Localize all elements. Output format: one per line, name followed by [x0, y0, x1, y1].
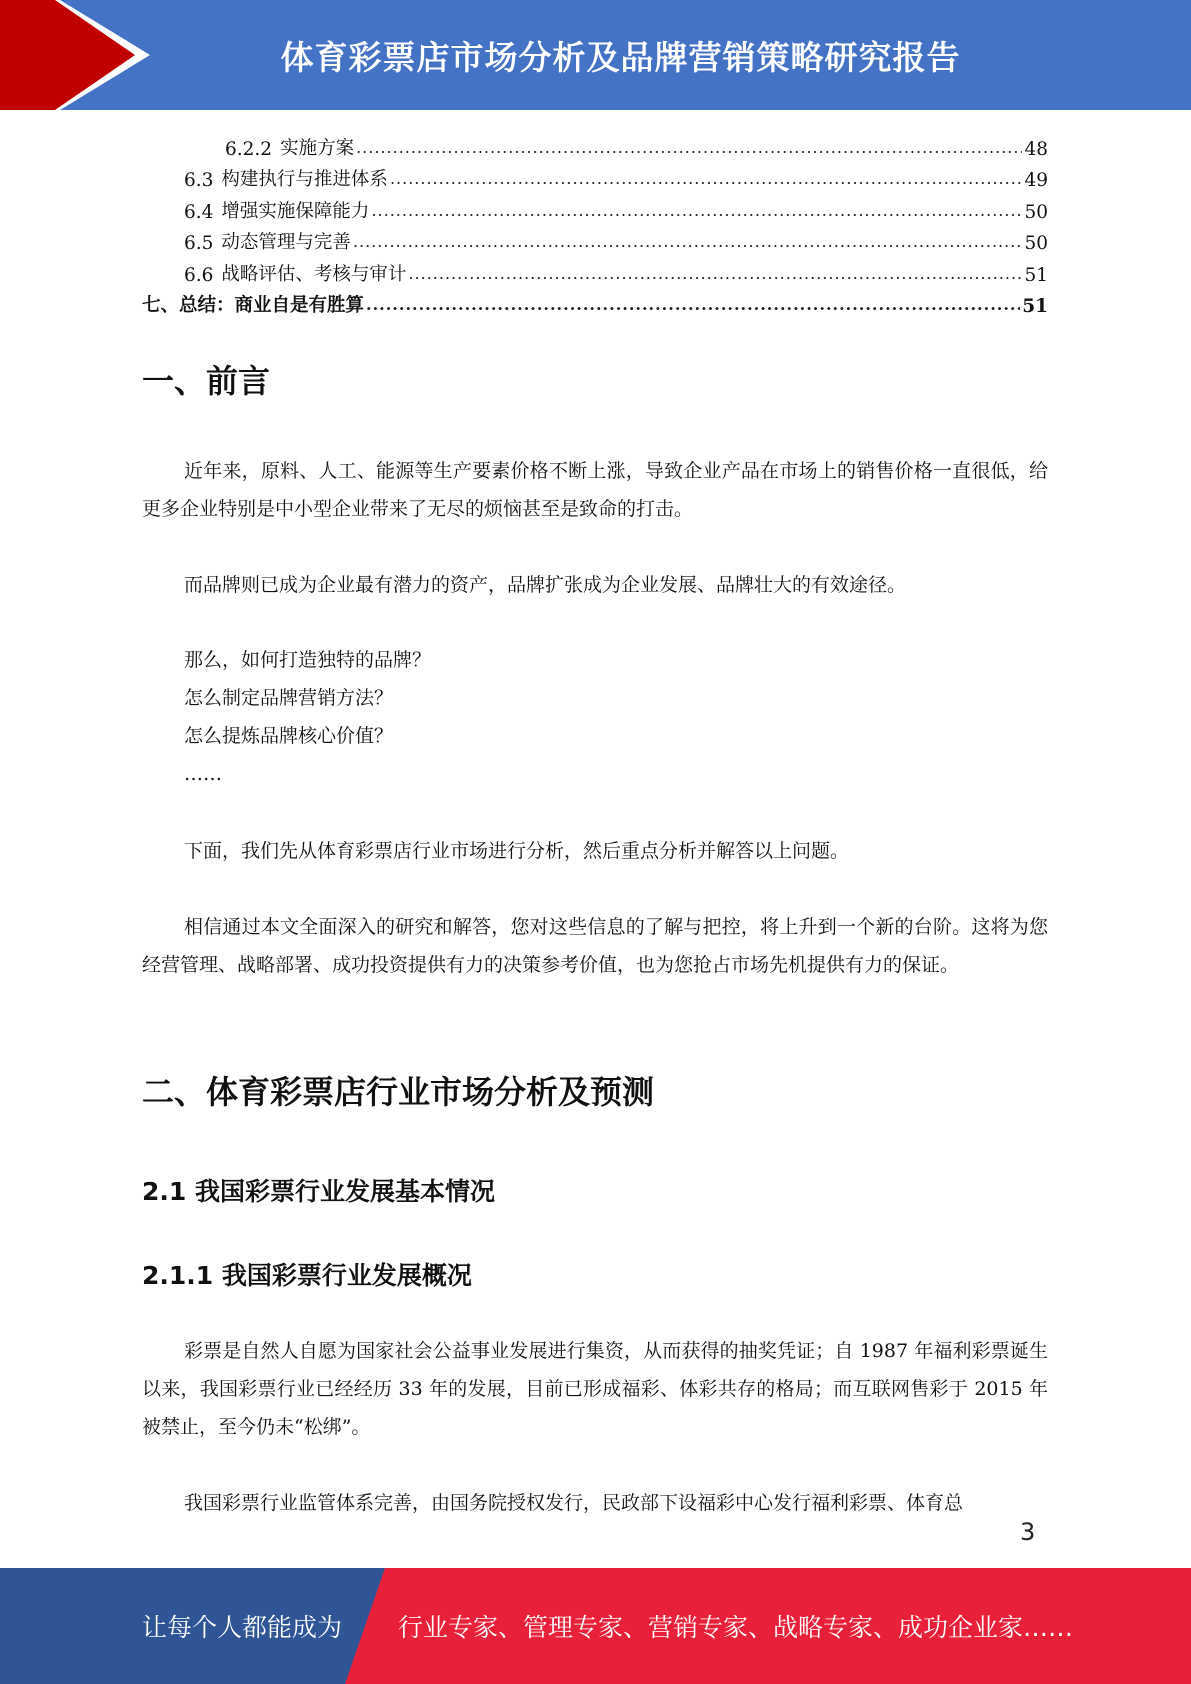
toc-title: 动态管理与完善	[221, 232, 351, 253]
section-heading-preface: 一、前言	[142, 362, 271, 400]
toc-entry-6-6[interactable]	[142, 254, 1048, 286]
preface-paragraph-3: 下面，我们先从体育彩票店行业市场进行分析，然后重点分析并解答以上问题。	[184, 840, 850, 862]
toc-page: 50	[1024, 201, 1048, 223]
page-footer	[0, 1568, 1191, 1684]
toc-dot-leader	[408, 264, 1022, 286]
toc-number: 6.5	[184, 233, 214, 254]
footer-slogan-left: 让每个人都能成为	[142, 1613, 343, 1642]
toc-number: 6.4	[184, 201, 214, 223]
lottery-overview-paragraph-1: 彩票是自然人自愿为国家社会公益事业发展进行集资，从而获得的抽奖凭证；自 1987 年福利彩票诞生以来，我国彩票行业已经经历 33 年的发展，目前已形成福彩、体彩共存的格局；而互联网售彩于 2015 年被禁止，至今仍未“松绑”。	[142, 1340, 1048, 1438]
toc-number: 6.6	[184, 264, 214, 286]
toc-page: 48	[1024, 138, 1048, 160]
toc-dot-leader	[371, 201, 1022, 223]
toc-title: 七、总结：商业自是有胜算	[142, 295, 365, 316]
section-heading-market-analysis: 二、体育彩票店行业市场分析及预测	[142, 1073, 655, 1111]
toc-entry-6-5[interactable]	[142, 223, 1048, 255]
toc-page: 49	[1024, 170, 1048, 191]
toc-title: 实施方案	[280, 137, 355, 159]
toc-dot-leader	[353, 232, 1023, 254]
preface-paragraph-4: 相信通过本文全面深入的研究和解答，您对这些信息的了解与把控，将上升到一个新的台阶。这将为您经营管理、战略部署、成功投资提供有力的决策参考价值，也为您抢占市场先机提供有力的保证。	[142, 916, 1048, 976]
toc-page: 50	[1024, 233, 1048, 254]
footer-slogan-right: 行业专家、管理专家、营销专家、战略专家、成功企业家……	[398, 1613, 1074, 1642]
toc-number: 6.3	[184, 170, 214, 191]
toc-title: 增强实施保障能力	[221, 200, 370, 222]
lottery-overview-paragraph-2: 我国彩票行业监管体系完善，由国务院授权发行，民政部下设福彩中心发行福利彩票、体育总	[184, 1492, 964, 1514]
toc-entry-6-3[interactable]	[142, 160, 1048, 192]
list-item: ……	[184, 763, 222, 785]
page-number: 3	[1020, 1518, 1036, 1546]
list-item: 那么，如何打造独特的品牌？	[184, 649, 432, 671]
subsection-heading-2-1: 2.1 我国彩票行业发展基本情况	[142, 1177, 495, 1206]
table-of-contents	[142, 128, 1048, 317]
toc-entry-chapter-7[interactable]	[142, 286, 1048, 318]
header-title: 体育彩票店市场分析及品牌营销策略研究报告	[280, 37, 961, 77]
toc-number: 6.2.2	[225, 138, 273, 160]
list-item: 怎么提炼品牌核心价值？	[184, 725, 394, 747]
list-item: 怎么制定品牌营销方法？	[184, 687, 394, 709]
page-header	[0, 0, 1191, 110]
toc-page: 51	[1022, 296, 1048, 317]
toc-title: 战略评估、考核与审计	[221, 263, 407, 285]
toc-title: 构建执行与推进体系	[221, 169, 388, 190]
toc-dot-leader	[390, 169, 1023, 191]
preface-paragraph-2: 而品牌则已成为企业最有潜力的资产，品牌扩张成为企业发展、品牌壮大的有效途径。	[184, 574, 907, 596]
preface-paragraph-1: 近年来，原料、人工、能源等生产要素价格不断上涨，导致企业产品在市场上的销售价格一直很低，给更多企业特别是中小型企业带来了无尽的烦恼甚至是致命的打击。	[142, 460, 1048, 520]
preface-question-list	[184, 641, 431, 793]
toc-page: 51	[1024, 264, 1048, 286]
toc-dot-leader	[366, 295, 1020, 317]
toc-entry-6-4[interactable]	[142, 191, 1048, 223]
subsection-heading-2-1-1: 2.1.1 我国彩票行业发展概况	[142, 1261, 472, 1290]
toc-dot-leader	[356, 138, 1022, 160]
toc-entry-6-2-2[interactable]	[142, 128, 1048, 160]
